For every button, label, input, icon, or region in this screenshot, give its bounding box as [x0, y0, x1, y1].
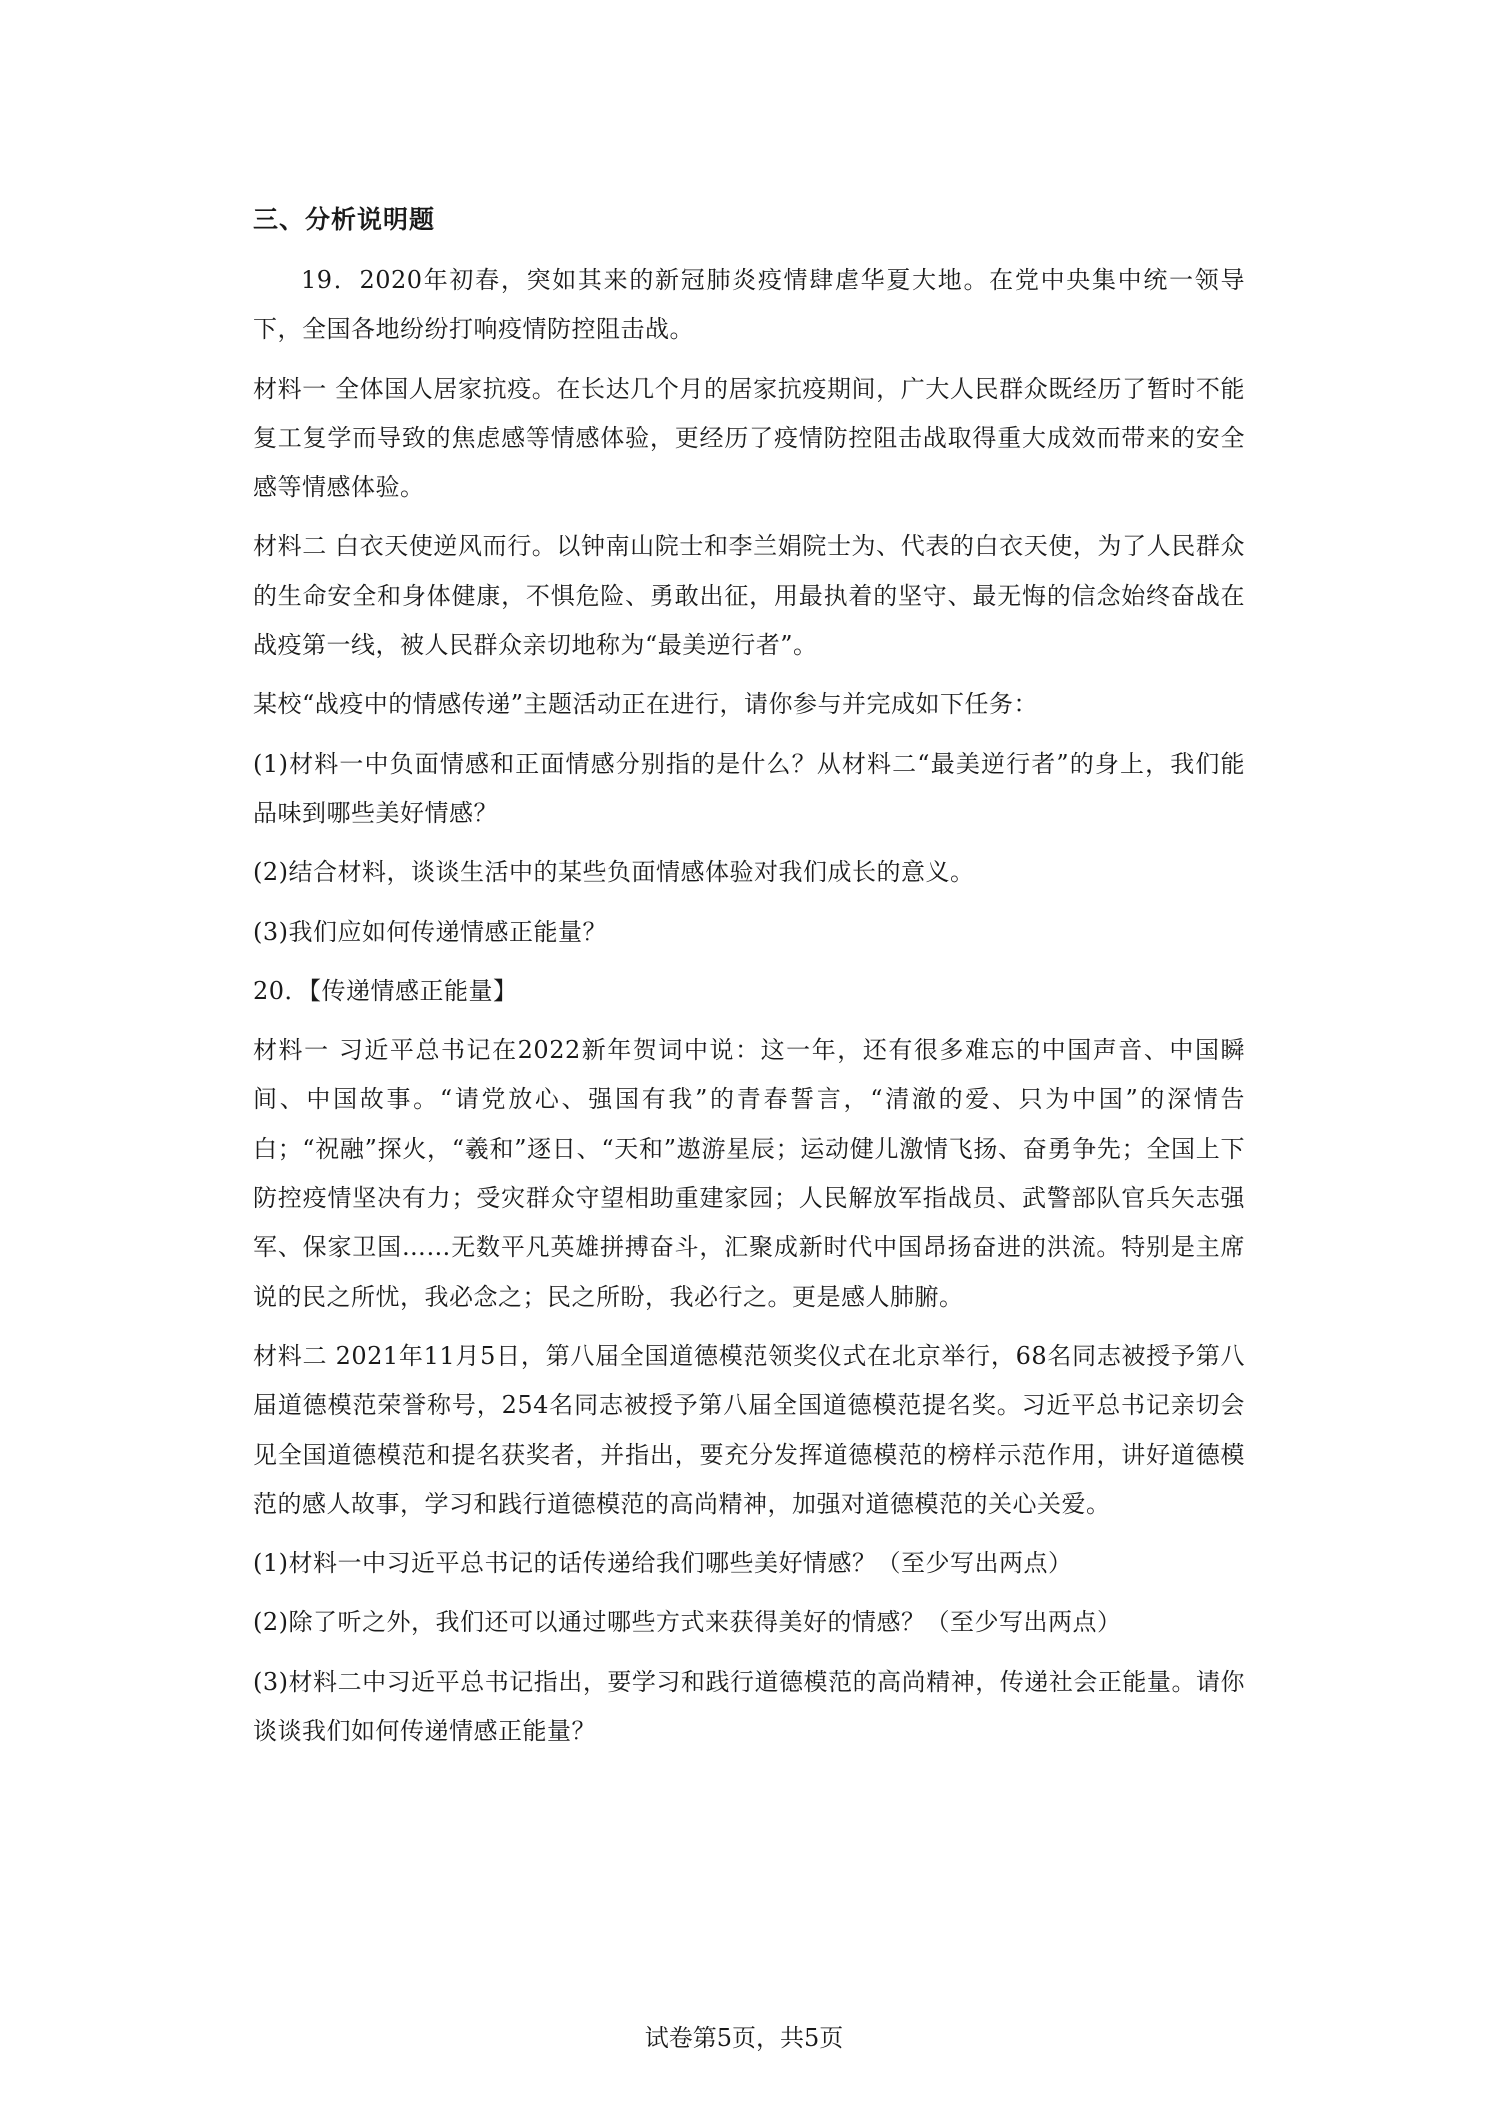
q20-subquestion-2: (2)除了听之外，我们还可以通过哪些方式来获得美好的情感？（至少写出两点） [253, 1608, 1122, 1637]
q20-title: 20．【传递情感正能量】 [253, 976, 518, 1005]
q20-material-2: 材料二 2021年11月5日，第八届全国道德模范领奖仪式在北京举行，68名同志被授予第八届道德模范荣誉称号，254名同志被授予第八届全国道德模范提名奖。习近平总书记亲切会见全国道德模范和提名获奖者，并指出，要充分发挥道德模范的榜样示范作用，讲好道德模范的感人故事，学习和践行道德模范的高尚精神，加强对道德模范的关心关爱。 [253, 1341, 1245, 1518]
page-footer: 试卷第5页，共5页 [644, 2024, 844, 2052]
section-title: 三、分析说明题 [253, 205, 436, 234]
q19-material-1: 材料一 全体国人居家抗疫。在长达几个月的居家抗疫期间，广大人民群众既经历了暂时不能复工复学而导致的焦虑感等情感体验，更经历了疫情防控阻击战取得重大成效而带来的安全感等情感体验。 [253, 374, 1245, 502]
q20-material-1: 材料一 习近平总书记在2022新年贺词中说：这一年，还有很多难忘的中国声音、中国瞬间、中国故事。“请党放心、强国有我”的青春誓言，“清澈的爱、只为中国”的深情告白；“祝融”探火，“羲和”逐日、“天和”遨游星辰；运动健儿激情飞扬、奋勇争先；全国上下防控疫情坚决有力；受灾群众守望相助重建家园；人民解放军指战员、武警部队官兵矢志强军、保家卫国……无数平凡英雄拼搏奋斗，汇聚成新时代中国昂扬奋进的洪流。特别是主席说的民之所忧，我必念之；民之所盼，我必行之。更是感人肺腑。 [253, 1036, 1245, 1311]
q19-task: 某校“战疫中的情感传递”主题活动正在进行，请你参与并完成如下任务： [253, 690, 1039, 719]
q19-intro: 19．2020年初春，突如其来的新冠肺炎疫情肆虐华夏大地。在党中央集中统一领导下，全国各地纷纷打响疫情防控阻击战。 [253, 266, 1245, 344]
q20-subquestion-1: (1)材料一中习近平总书记的话传递给我们哪些美好情感？（至少写出两点） [253, 1549, 1073, 1578]
q19-subquestion-1: (1)材料一中负面情感和正面情感分别指的是什么？从材料二“最美逆行者”的身上，我们能品味到哪些美好情感？ [253, 749, 1245, 827]
page-content [253, 198, 1245, 1766]
q19-material-2: 材料二 白衣天使逆风而行。以钟南山院士和李兰娟院士为、代表的白衣天使，为了人民群众的生命安全和身体健康，不惧危险、勇敢出征，用最执着的坚守、最无悔的信念始终奋战在战疫第一线，被人民群众亲切地称为“最美逆行者”。 [253, 532, 1245, 660]
q19-subquestion-2: (2)结合材料，谈谈生活中的某些负面情感体验对我们成长的意义。 [253, 858, 975, 887]
q19-subquestion-3: (3)我们应如何传递情感正能量？ [253, 917, 607, 946]
q20-subquestion-3: (3)材料二中习近平总书记指出，要学习和践行道德模范的高尚精神，传递社会正能量。请你谈谈我们如何传递情感正能量？ [253, 1667, 1245, 1746]
question-19 [253, 256, 1245, 957]
question-20 [253, 967, 1245, 1756]
